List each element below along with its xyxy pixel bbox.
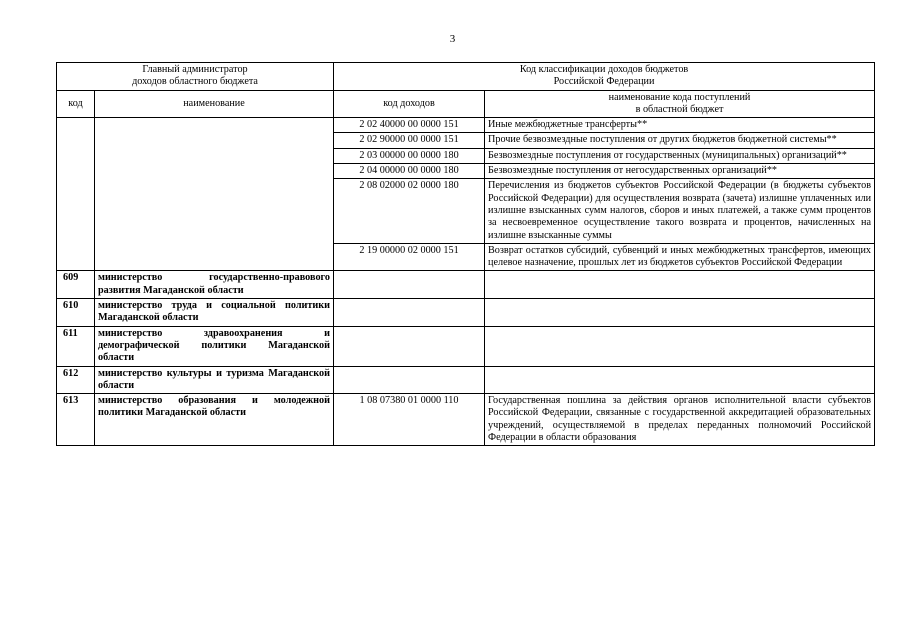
income-code-cell xyxy=(334,299,485,327)
income-code-cell xyxy=(334,326,485,366)
income-code-cell xyxy=(334,271,485,299)
income-code-cell: 2 02 40000 00 0000 151 xyxy=(334,118,485,133)
header-col-code: код xyxy=(57,90,95,118)
income-code-cell: 1 08 07380 01 0000 110 xyxy=(334,394,485,446)
table-row xyxy=(57,394,875,446)
page-number: 3 xyxy=(449,33,456,45)
income-code-cell: 2 08 02000 02 0000 180 xyxy=(334,179,485,243)
header-col-income-code: код доходов xyxy=(334,90,485,118)
income-name-cell: Иные межбюджетные трансферты** xyxy=(485,118,875,133)
admin-name-cell xyxy=(95,118,334,271)
admin-code-cell: 612 xyxy=(57,366,95,394)
header-income-classification: Код классификации доходов бюджетов Российской Федерации xyxy=(334,63,875,91)
header-row-columns xyxy=(57,90,875,118)
header-row-groups xyxy=(57,63,875,91)
income-code-cell: 2 04 00000 00 0000 180 xyxy=(334,164,485,179)
admin-name-cell: министерство государственно-правового развития Магаданской области xyxy=(95,271,334,299)
income-name-cell: Государственная пошлина за действия органов исполнительной власти субъектов Российской Федерации, связанные с государственной аккредитацией образовательных учреждений, осуществляемой в пределах переданных полномочий Российской Федерации в области образования xyxy=(485,394,875,446)
income-name-cell xyxy=(485,326,875,366)
admin-code-cell: 610 xyxy=(57,299,95,327)
header-col-name: наименование xyxy=(95,90,334,118)
admin-name-cell: министерство образования и молодежной политики Магаданской области xyxy=(95,394,334,446)
income-name-cell xyxy=(485,271,875,299)
header-main-administrator: Главный администратор доходов областного бюджета xyxy=(57,63,334,91)
table-row xyxy=(57,118,875,133)
table-row xyxy=(57,326,875,366)
table-row xyxy=(57,271,875,299)
admin-name-cell: министерство культуры и туризма Магаданской области xyxy=(95,366,334,394)
income-code-cell: 2 02 90000 00 0000 151 xyxy=(334,133,485,148)
income-name-cell xyxy=(485,299,875,327)
admin-code-cell: 609 xyxy=(57,271,95,299)
income-code-cell: 2 03 00000 00 0000 180 xyxy=(334,148,485,163)
income-name-cell: Безвозмездные поступления от государственных (муниципальных) организаций** xyxy=(485,148,875,163)
income-name-cell: Безвозмездные поступления от негосударственных организаций** xyxy=(485,164,875,179)
income-classification-table xyxy=(56,62,875,446)
income-code-cell: 2 19 00000 02 0000 151 xyxy=(334,243,485,271)
admin-code-cell xyxy=(57,118,95,271)
admin-code-cell: 611 xyxy=(57,326,95,366)
header-col-income-name: наименование кода поступлений в областной бюджет xyxy=(485,90,875,118)
income-name-cell: Прочие безвозмездные поступления от других бюджетов бюджетной системы** xyxy=(485,133,875,148)
table-row xyxy=(57,299,875,327)
table-row xyxy=(57,366,875,394)
income-code-cell xyxy=(334,366,485,394)
admin-code-cell: 613 xyxy=(57,394,95,446)
income-name-cell: Возврат остатков субсидий, субвенций и иных межбюджетных трансфертов, имеющих целевое назначение, прошлых лет из бюджетов субъектов Российской Федерации xyxy=(485,243,875,271)
admin-name-cell: министерство труда и социальной политики Магаданской области xyxy=(95,299,334,327)
income-name-cell: Перечисления из бюджетов субъектов Российской Федерации (в бюджеты субъектов Российской Федерации) для осуществления возврата (зачета) излишне уплаченных или излишне взысканных сумм налогов, сборов и иных платежей, а также сумм процентов за несвоевременное осуществление такого возврата и процентов, начисленных на излишне взысканные суммы xyxy=(485,179,875,243)
income-name-cell xyxy=(485,366,875,394)
admin-name-cell: министерство здравоохранения и демографической политики Магаданской области xyxy=(95,326,334,366)
